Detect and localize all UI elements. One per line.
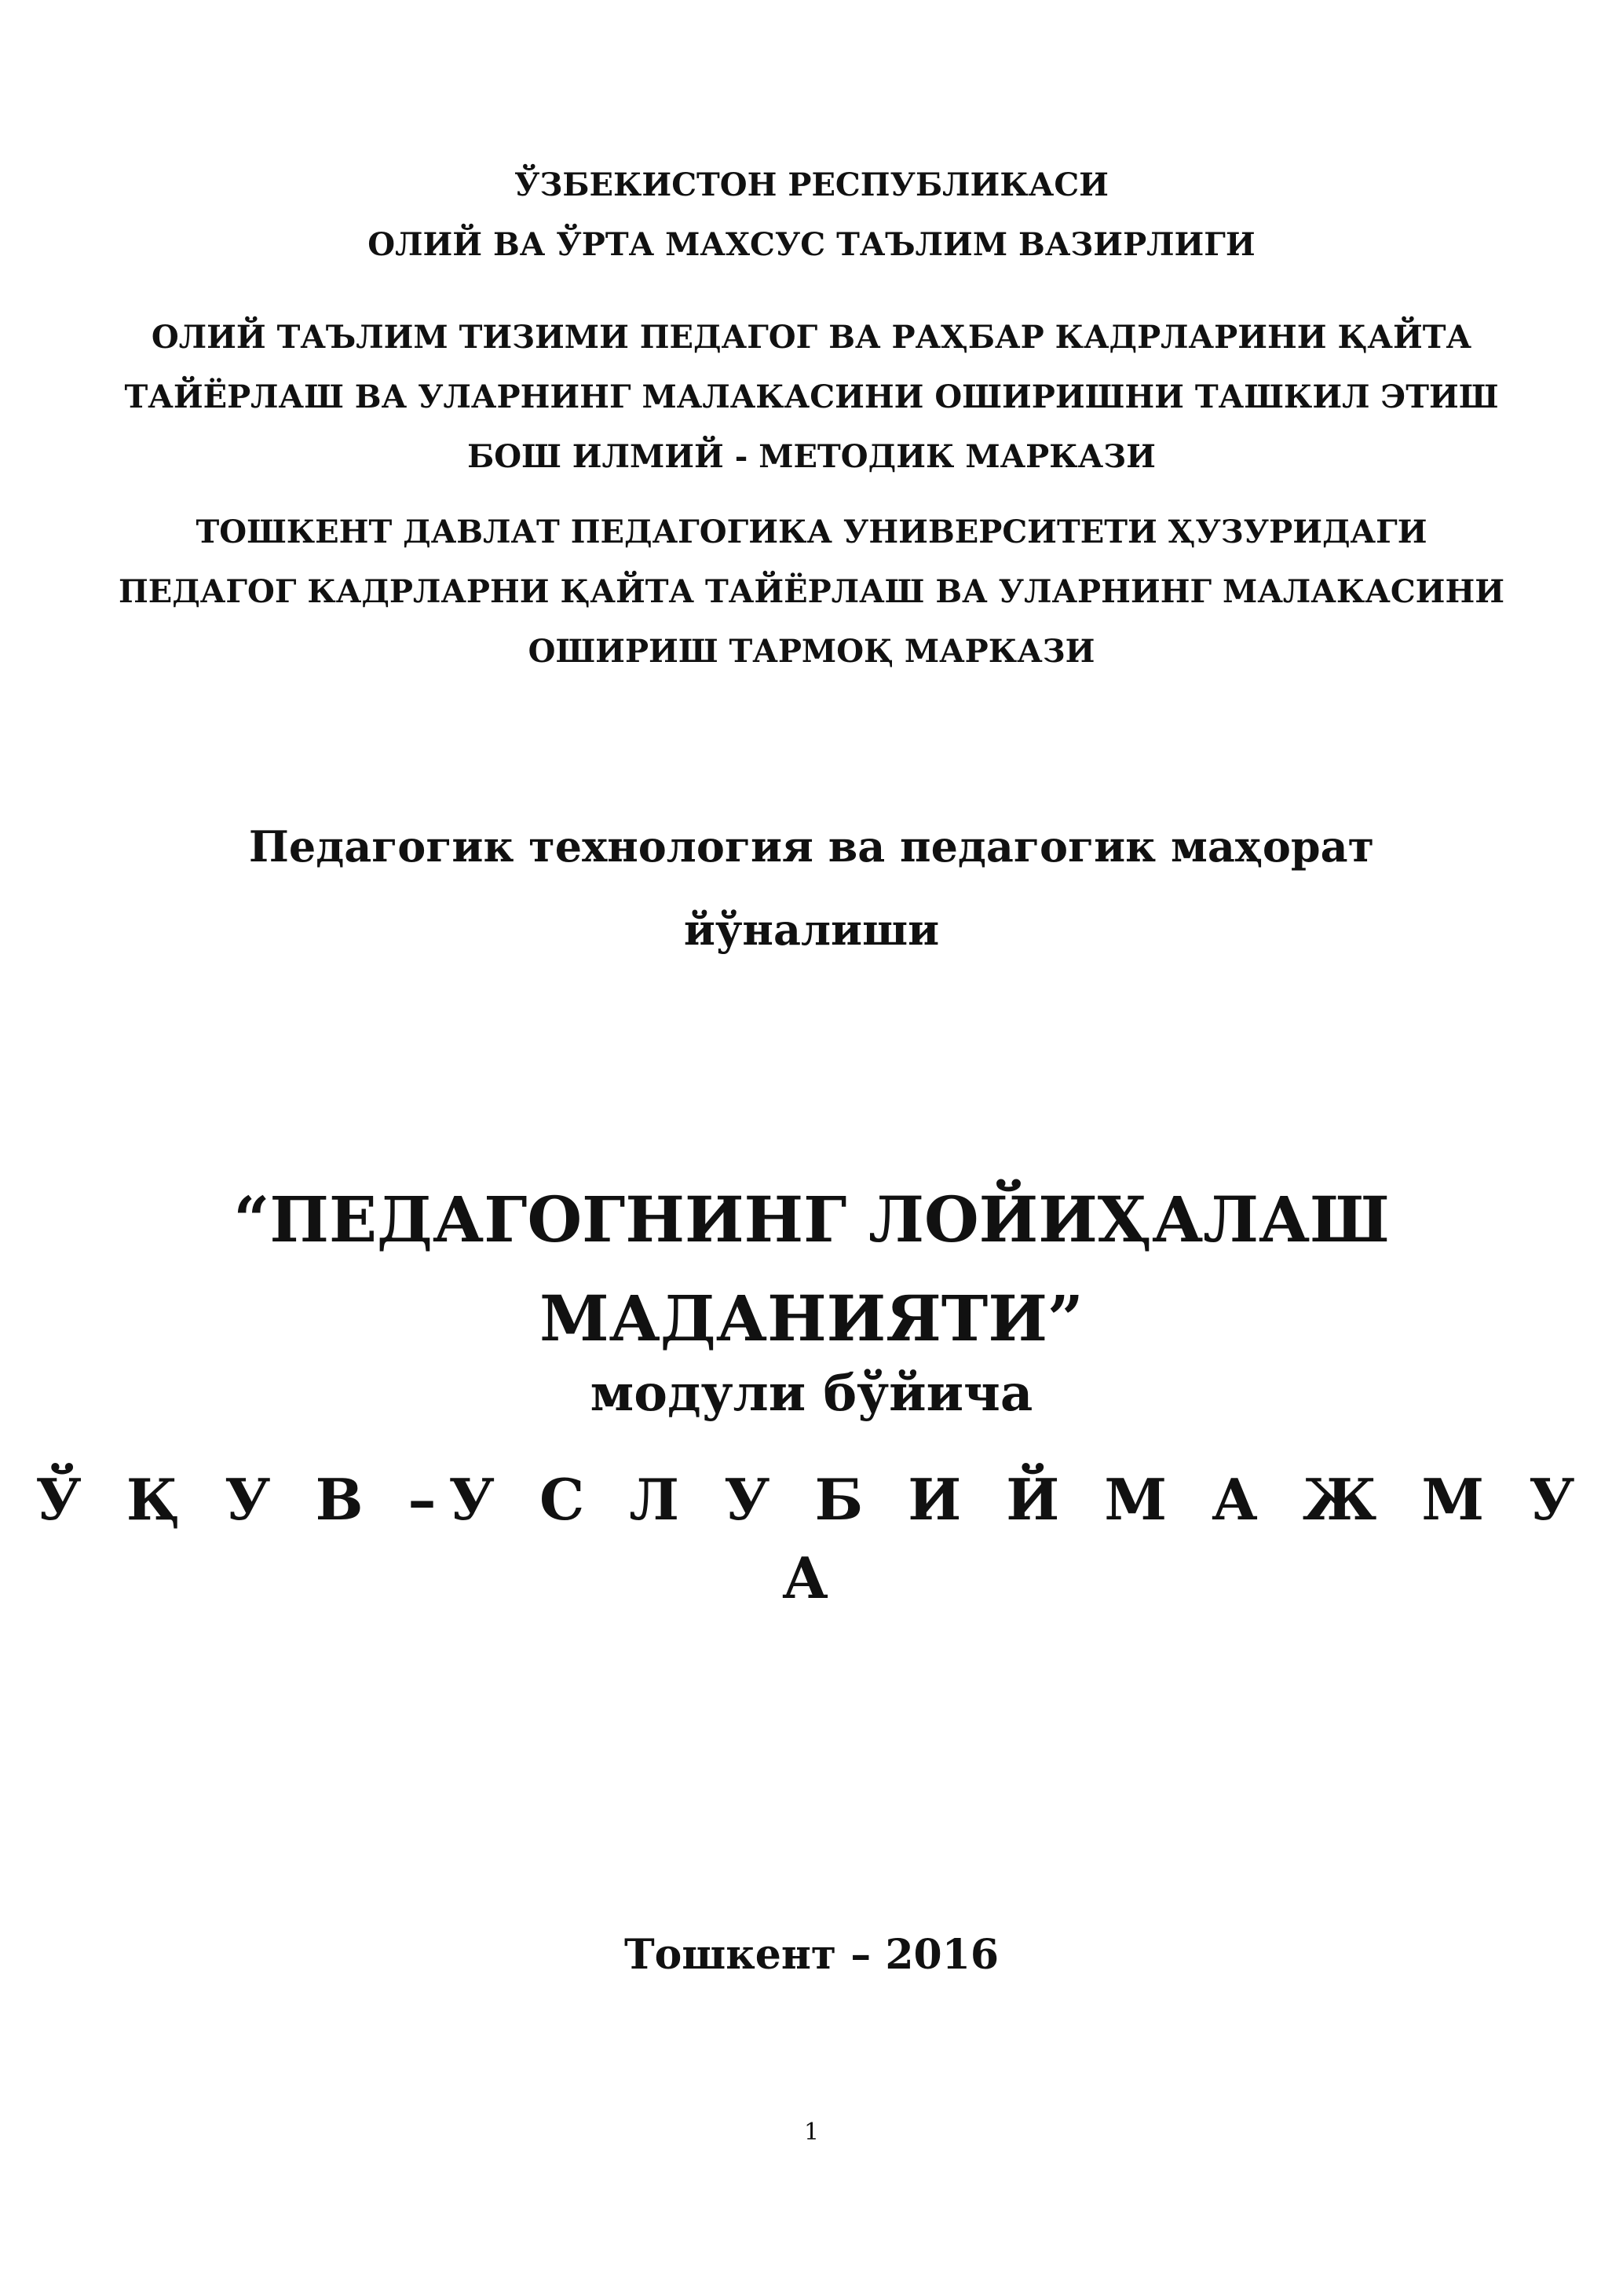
branch-line-3: ОШИРИШ ТАРМОҚ МАРКАЗИ xyxy=(528,633,1095,670)
page-number: 1 xyxy=(803,2119,820,2146)
ministry-line-name: ОЛИЙ ВА ЎРТА МАХСУС ТАЪЛИМ ВАЗИРЛИГИ xyxy=(367,226,1256,263)
branch-line-2: ПЕДАГОГ КАДРЛАРНИ ҚАЙТА ТАЙЁРЛАШ ВА УЛАРНИНГ МАЛАКАСИНИ xyxy=(118,573,1505,610)
place-year: Тошкент – 2016 xyxy=(623,1931,1000,1979)
center-line-1: ОЛИЙ ТАЪЛИМ ТИЗИМИ ПЕДАГОГ ВА РАҲБАР КАДРЛАРИНИ ҚАЙТА xyxy=(151,319,1472,356)
module-label: модули бўйича xyxy=(590,1364,1033,1423)
title-line-1: “ПЕДАГОГНИНГ ЛОЙИҲАЛАШ xyxy=(233,1183,1390,1256)
title-line-2: МАДАНИЯТИ” xyxy=(539,1281,1084,1355)
branch-line-1: ТОШКЕНТ ДАВЛАТ ПЕДАГОГИКА УНИВЕРСИТЕТИ ҲУЗУРИДАГИ xyxy=(196,514,1427,550)
direction-line-2: йўналиши xyxy=(683,905,940,955)
document-title xyxy=(0,1170,1623,1368)
center-header xyxy=(0,308,1623,487)
ministry-header xyxy=(0,155,1623,275)
center-line-3: БОШ ИЛМИЙ - МЕТОДИК МАРКАЗИ xyxy=(467,438,1156,475)
document-kind: Ў Қ У В –У С Л У Б И Й М А Ж М У А xyxy=(35,1466,1588,1611)
ministry-line-republic: ЎЗБЕКИСТОН РЕСПУБЛИКАСИ xyxy=(514,166,1109,203)
direction-line-1: Педагогик технология ва педагогик маҳорат xyxy=(248,821,1375,872)
direction-heading xyxy=(0,805,1623,971)
branch-header xyxy=(0,503,1623,682)
center-line-2: ТАЙЁРЛАШ ВА УЛАРНИНГ МАЛАКАСИНИ ОШИРИШНИ ТАШКИЛ ЭТИШ xyxy=(124,378,1499,415)
